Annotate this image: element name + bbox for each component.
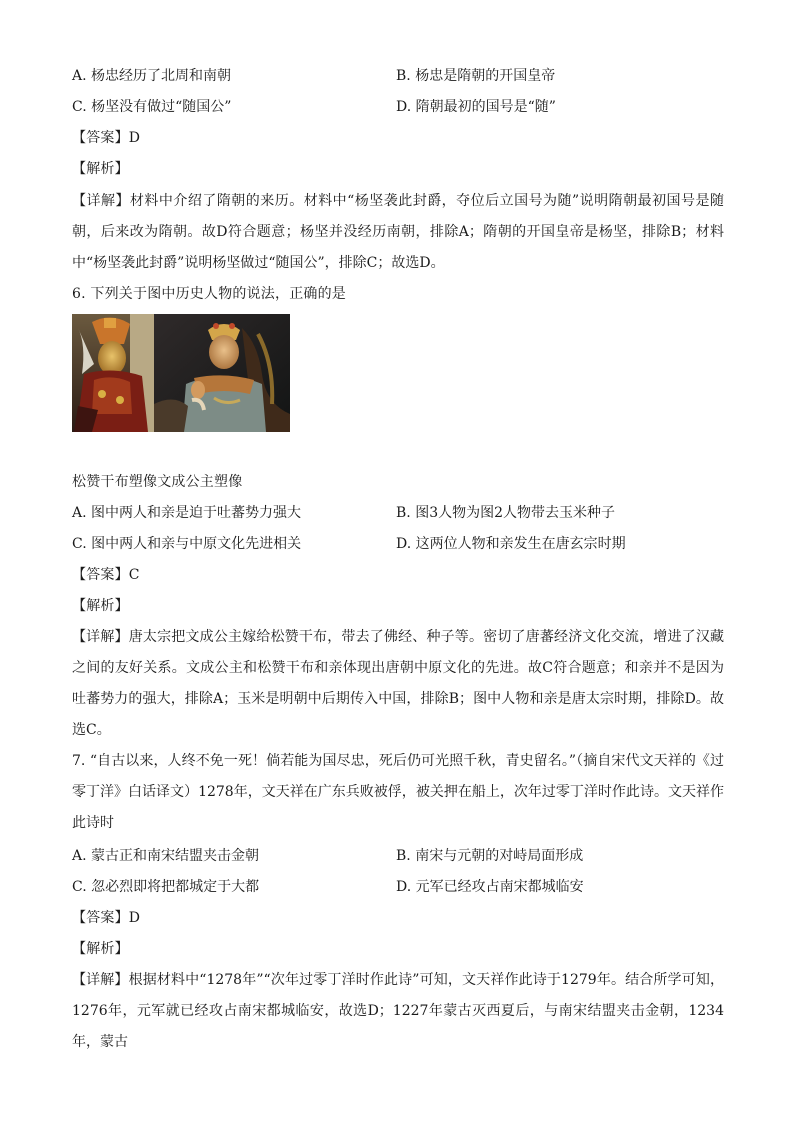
q5-option-c: C. 杨坚没有做过“随国公”	[72, 99, 232, 115]
q7-detail: 【详解】根据材料中“1278年”“次年过零丁洋时作此诗”可知，文天祥作此诗于1279年。结合所学可知，1276年，元军就已经攻占南宋都城临安，故选D；1227年蒙古灭西夏后，与南宋结盟夹击金朝，1234年，蒙古	[72, 972, 724, 1050]
q5-analysis-label: 【解析】	[72, 161, 129, 177]
q6-figures	[72, 312, 290, 434]
q5-option-b: B. 杨忠是隋朝的开国皇帝	[396, 68, 556, 84]
q7-option-b: B. 南宋与元朝的对峙局面形成	[396, 848, 584, 864]
q5-option-a: A. 杨忠经历了北周和南朝	[72, 68, 232, 84]
q5-detail: 【详解】材料中介绍了隋朝的来历。材料中“杨坚袭此封爵，夺位后立国号为随”说明隋朝最初国号是随朝，后来改为隋朝。故D符合题意；杨坚并没经历南朝，排除A；隋朝的开国皇帝是杨坚，排除B；材料中“杨坚袭此封爵”说明杨坚做过“随国公”，排除C；故选D。	[72, 193, 724, 271]
q7-option-a: A. 蒙古正和南宋结盟夹击金朝	[72, 848, 260, 864]
q6-caption: 松赞干布塑像文成公主塑像	[72, 474, 243, 490]
q6-option-d: D. 这两位人物和亲发生在唐玄宗时期	[396, 536, 626, 552]
q7-option-d: D. 元军已经攻占南宋都城临安	[396, 879, 584, 895]
princess-wencheng-statue-image	[154, 314, 290, 432]
q7-answer: 【答案】D	[72, 910, 141, 926]
q6-option-a: A. 图中两人和亲是迫于吐蕃势力强大	[72, 505, 302, 521]
songtsen-gampo-statue-image	[72, 314, 154, 432]
q6-option-b: B. 图3人物为图2人物带去玉米种子	[396, 505, 616, 521]
q6-detail: 【详解】唐太宗把文成公主嫁给松赞干布，带去了佛经、种子等。密切了唐蕃经济文化交流，增进了汉藏之间的友好关系。文成公主和松赞干布和亲体现出唐朝中原文化的先进。故C符合题意；和亲并不是因为吐蕃势力的强大，排除A；玉米是明朝中后期传入中国，排除B；图中人物和亲是唐太宗时期，排除D。故选C。	[72, 629, 724, 738]
q5-option-d: D. 隋朝最初的国号是“随”	[396, 99, 556, 115]
q7-stem: 7. “自古以来，人终不免一死！倘若能为国尽忠，死后仍可光照千秋，青史留名。”（摘自宋代文天祥的《过零丁洋》白话译文）1278年，文天祥在广东兵败被俘，被关押在船上，次年过零丁洋时作此诗。文天祥作此诗时	[72, 753, 724, 831]
q5-answer: 【答案】D	[72, 130, 141, 146]
q6-stem: 6. 下列关于图中历史人物的说法，正确的是	[72, 286, 347, 302]
q7-option-c: C. 忽必烈即将把都城定于大都	[72, 879, 260, 895]
q7-analysis-label: 【解析】	[72, 941, 129, 957]
q6-analysis-label: 【解析】	[72, 598, 129, 614]
q6-answer: 【答案】C	[72, 567, 140, 583]
q6-option-c: C. 图中两人和亲与中原文化先进相关	[72, 536, 302, 552]
